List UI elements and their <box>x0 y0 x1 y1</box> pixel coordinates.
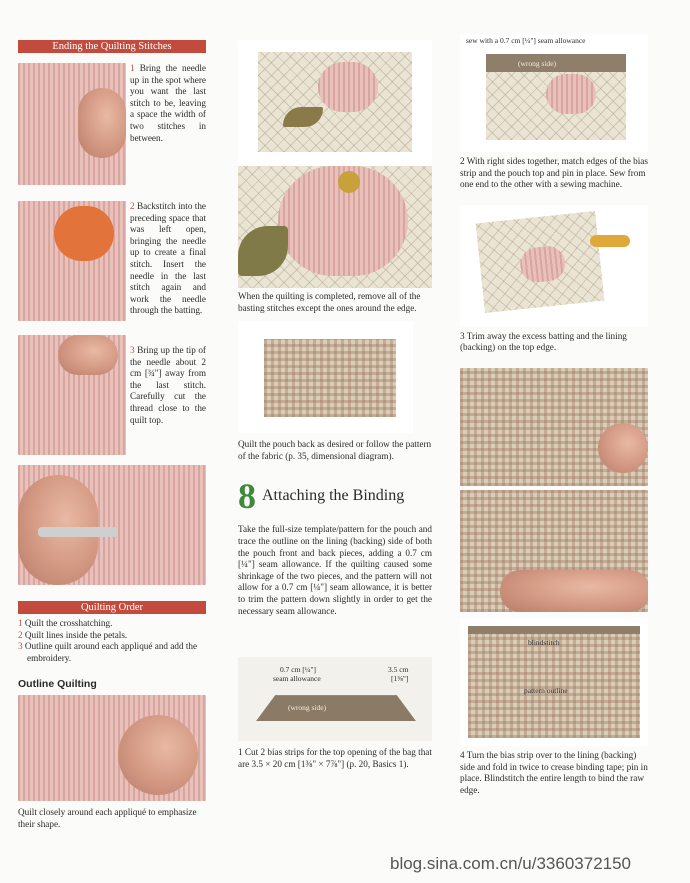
quilting-order-header: Quilting Order <box>18 601 206 614</box>
sew-label: sew with a 0.7 cm [¼"] seam allowance <box>466 36 586 45</box>
seam-label-left-1: 0.7 cm [¼"] <box>280 665 316 675</box>
step-2-text: 2 Backstitch into the preceding space that was left open, bringing the needle up to create a final stitch. Insert the needle in the last stitch again and work the needle through the batting. <box>130 201 206 316</box>
quilted-pouch-image <box>258 52 412 152</box>
finger-image <box>78 88 126 158</box>
left-column <box>18 40 206 831</box>
step-1-photo <box>18 63 126 185</box>
width-label-1: 3.5 cm <box>388 665 409 675</box>
seam-label-left-2: seam allowance <box>273 674 321 684</box>
fold-binding-photo-1 <box>460 368 648 486</box>
scissors-image <box>590 235 630 247</box>
pouch-front-photo <box>238 40 432 288</box>
ring-image <box>38 527 118 537</box>
blindstitch-label: blindstitch <box>528 637 560 647</box>
hand-image <box>598 423 648 473</box>
step-3-caption: 3 Trim away the excess batting and the lining (backing) on the top edge. <box>460 330 627 353</box>
step-4-caption: 4 Turn the bias strip over to the lining (backing) side and fold in twice to crease binding tape; pin in place. Blindstitch the entire length to bind the raw edge. <box>460 749 648 795</box>
outline-quilting-photo <box>18 695 206 801</box>
basting-caption: When the quilting is completed, remove all of the basting stitches except the ones around the edge. <box>238 291 421 313</box>
leaf-image <box>238 226 288 276</box>
step-1-text: 1 Bring the needle up in the spot where you want the last stitch to be, leaving a space the width of two stitches in between. <box>130 63 206 143</box>
flower-petal-image <box>546 74 596 114</box>
ending-step-3 <box>18 335 206 461</box>
pouch-back-photo <box>238 321 413 433</box>
step-3-text: 3 Bring up the tip of the needle about 2 cm [¾"] away from the last stitch. Carefully cut the thread close to the quilt top. <box>130 345 206 425</box>
wrong-side-label: (wrong side) <box>518 59 557 68</box>
pouch-image <box>476 211 605 313</box>
outline-quilting-heading: Outline Quilting <box>18 678 97 691</box>
watermark: blog.sina.com.cn/u/3360372150 <box>390 854 632 873</box>
section-title: Attaching the Binding <box>262 487 405 505</box>
flower-petal-image <box>318 62 378 112</box>
quilting-order-list <box>18 618 206 664</box>
list-item: 1 Quilt the crosshatching. <box>18 618 113 628</box>
bias-strip-image <box>256 695 416 721</box>
binding-image <box>468 626 640 634</box>
width-label-2: [1⅜"] <box>391 674 409 684</box>
binding-body-text: Take the full-size template/pattern for the pouch and trace the outline on the lining (backing) side of both the pouch front and back pieces, adding a 0.7 cm [¼"] seam allowance. If the quilting caused some shrinkage of the two pieces, and the pattern will not allow for a 0.7 cm [¼"] seam allowance, it is better to trim the pattern down slightly in order to get the necessary seam allowance. <box>238 524 432 616</box>
section-heading <box>238 476 432 517</box>
right-column <box>460 36 648 796</box>
flower-petal-image <box>519 244 567 284</box>
list-item: 3 Outline quilt around each appliqué and add the embroidery. <box>18 641 198 663</box>
pattern-outline-label: pattern outline <box>524 685 568 695</box>
step-2-caption: 2 With right sides together, match edges of the bias strip and the pouch top and pin in place. Sew from one end to the other with a sewing machine. <box>460 156 648 190</box>
pouch-back-caption: Quilt the pouch back as desired or follow the pattern of the fabric (p. 35, dimensional diagram). <box>238 439 432 461</box>
step-1-caption: 1 Cut 2 bias strips for the top opening of the bag that are 3.5 × 20 cm [1⅜" × 7⅞"] (p. 20, Basics 1). <box>238 747 432 769</box>
middle-column <box>238 40 432 770</box>
step-2-photo <box>18 201 126 321</box>
flower-center-image <box>338 171 360 193</box>
ending-stitches-header: Ending the Quilting Stitches <box>18 40 206 53</box>
trim-photo <box>460 205 648 327</box>
outline-quilting-caption: Quilt closely around each appliqué to emphasize their shape. <box>18 807 197 829</box>
ending-step-1 <box>18 63 206 193</box>
list-item: 2 Quilt lines inside the petals. <box>18 629 128 640</box>
blindstitch-photo <box>460 618 648 746</box>
leaf-image <box>283 107 323 127</box>
section-number: 8 <box>238 476 256 517</box>
flower-closeup-image <box>238 166 432 288</box>
fold-binding-photo-2 <box>460 490 648 612</box>
step-3-photo <box>18 335 126 455</box>
hand-image <box>118 715 198 795</box>
hand-image <box>500 570 648 612</box>
scissors-photo <box>18 465 206 585</box>
ending-step-2 <box>18 201 206 347</box>
wrong-side-label: (wrong side) <box>288 703 327 713</box>
thimble-image <box>54 206 114 261</box>
bias-strip-diagram <box>238 657 432 741</box>
hand-image <box>58 335 118 375</box>
pouch-back-fabric-image <box>264 339 396 417</box>
sew-binding-photo <box>460 34 648 152</box>
